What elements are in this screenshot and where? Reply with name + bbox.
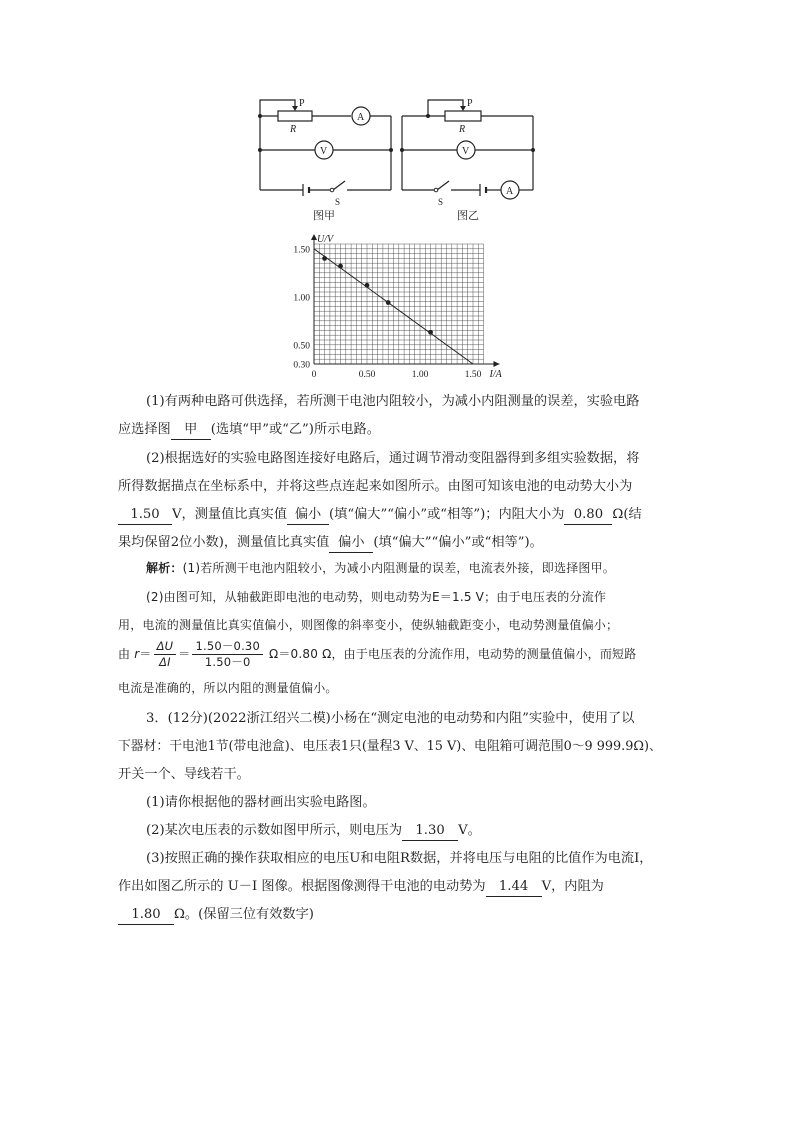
circuit-caption: 图甲: [313, 210, 335, 222]
q1-line-1: (1)有两种电路可供选择，若所测干电池内阻较小，为减小内阻测量的误差，实验电路: [146, 394, 640, 409]
y-tick-label: 0.30: [293, 360, 310, 371]
slider-label: P: [299, 98, 305, 109]
q3-emf-answer: 1.44: [486, 878, 542, 897]
data-point: [322, 256, 327, 261]
circuit-caption: 图乙: [457, 210, 479, 222]
voltmeter-label: V: [462, 146, 470, 157]
chart-axes: [311, 234, 503, 380]
y-tick-label: 1.00: [293, 293, 310, 304]
resistor-label: R: [290, 124, 297, 135]
q3-sub-1: (1)请你根据他的器材画出实验电路图。: [146, 795, 376, 810]
q2-line-3: 1.50 V，测量值比真实值 偏小 (填“偏大”“偏小”或“相等”)；内阻大小为 0.80 Ω(结: [118, 502, 642, 527]
x-tick-label: 0.50: [358, 370, 376, 380]
resistor-label: R: [459, 124, 466, 135]
q3-volt-answer: 1.30: [402, 822, 458, 841]
q1-answer: 甲: [171, 421, 211, 440]
fraction-values: $\frac{1.50-0.30}{1.50-0}$: [192, 639, 263, 670]
fraction-delta: $\frac{\Delta U}{\Delta I}$: [154, 639, 177, 670]
x-axis-arrow: [494, 361, 500, 367]
solution-p4: 电流是准确的，所以内阻的测量值偏小。: [118, 681, 338, 695]
q3-line-3: 开关一个、导线若干。: [118, 767, 250, 782]
solution-p2b: 用，电流的测量值比真实值偏小，则图像的斜率变小，使纵轴截距变小，电动势测量值偏小；: [118, 618, 619, 632]
circuit-jia: [255, 92, 400, 222]
y-tick-label: 0.50: [293, 341, 310, 352]
switch-label: S: [335, 197, 341, 207]
q2-line-1: (2)根据选好的实验电路图连接好电路后，通过调节滑动变阻器得到多组实验数据，将: [146, 451, 640, 466]
q2-emf-bias-answer: 偏小: [287, 506, 329, 525]
y-tick-label: 1.50: [293, 245, 310, 256]
slider-label: P: [467, 98, 473, 109]
ui-chart: [282, 230, 512, 385]
q3-sub-3c: 1.80 Ω。(保留三位有效数字): [118, 902, 314, 927]
y-axis-label: U/V: [317, 234, 334, 245]
x-tick-label: 1.50: [464, 370, 482, 380]
x-tick-label: 0: [311, 370, 317, 380]
ammeter-label: A: [506, 186, 514, 197]
chart-ticks: [293, 245, 481, 380]
q1-line-2: 应选择图 甲 (选填“甲”或“乙”)所示电路。: [118, 417, 380, 442]
q3-sub-3a: (3)按照正确的操作获取相应的电压U和电阻R数据，并将电压与电阻的比值作为电流I，: [146, 851, 653, 866]
q3-sub-2: (2)某次电压表的示数如图甲所示，则电压为 1.30 V。: [118, 818, 481, 843]
q3-sub-3b: 作出如图乙所示的 U－I 图像。根据图像测得干电池的电动势为 1.44 V，内阻为: [118, 874, 604, 899]
q3-line-1: 3．(12分)(2022浙江绍兴二模)小杨在“测定电池的电动势和内阻”实验中，使用了以: [146, 711, 635, 726]
x-axis-label: I/A: [489, 369, 502, 380]
q2-emf-answer: 1.50: [118, 506, 172, 525]
solution-p2a: (2)由图可知，从轴截距即电池的电动势，则电动势为E＝1.5 V；由于电压表的分流作: [146, 590, 607, 604]
circuit-yi: [397, 92, 542, 222]
data-point: [428, 330, 433, 335]
solution-p1: 解析：(1)若所测干电池内阻较小，为减小内阻测量的误差，电流表外接，即选择图甲。: [146, 561, 616, 575]
q2-line-4: 果均保留2位小数)，测量值比真实值 偏小 (填“偏大”“偏小”或“相等”)。: [118, 530, 543, 555]
q2-line-2: 所得数据描点在坐标系中，并将这些点连起来如图所示。由图可知该电池的电动势大小为: [118, 479, 633, 494]
ammeter-label: A: [357, 112, 365, 123]
data-point: [365, 283, 370, 288]
q2-r-bias-answer: 偏小: [329, 534, 373, 553]
solution-formula: 由 r＝ $\frac{\Delta U}{\Delta I}$ ＝ $\frac{1.50-0.30}{1.50-0}$ Ω＝0.80 Ω，由于电压表的分流作用，电动势的测量值偏小，而短路: [118, 639, 637, 669]
x-tick-label: 1.00: [411, 370, 429, 380]
switch-label: S: [438, 197, 444, 207]
data-point: [338, 264, 343, 269]
data-point: [386, 300, 391, 305]
chart-grid: [314, 244, 484, 364]
q3-r-answer: 1.80: [118, 906, 174, 925]
q3-line-2: 下器材：干电池1节(带电池盒)、电压表1只(量程3 V、15 V)、电阻箱可调范围0～9 999.9Ω)、: [118, 739, 662, 754]
voltmeter-label: V: [320, 146, 328, 157]
q2-r-answer: 0.80: [564, 506, 612, 525]
